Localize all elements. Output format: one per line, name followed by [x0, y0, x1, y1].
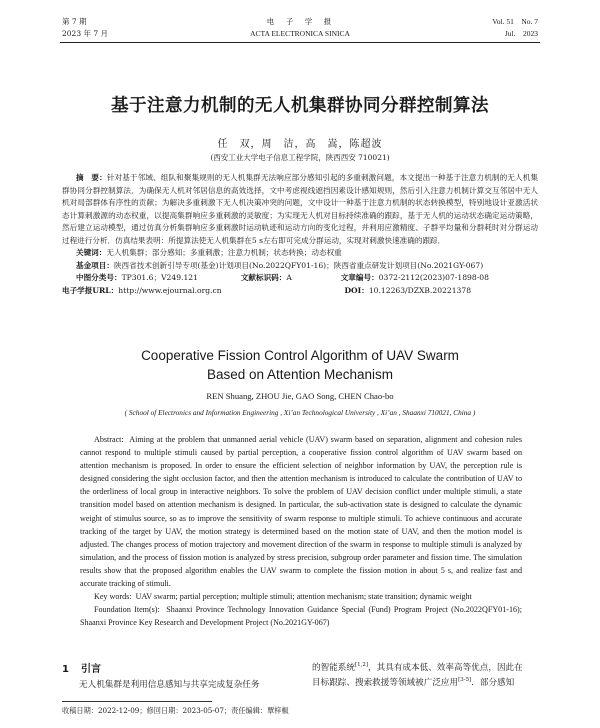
fund-en-text: Shaanxi Province Technology Innovation Guidance Special (Fund) Program Project (No.2022QFY01-16); Shaanxi Province Key Research and Development Project (No.2021GY-067) [80, 605, 522, 628]
header-journal-cn: 电 子 学 报 [266, 17, 334, 26]
doi[interactable]: 10.12263/DZXB.20221378 [368, 285, 472, 295]
authors-cn: 任 双，周 洁，高 嵩，陈超波 [217, 139, 383, 150]
header-volume: Vol. 51 No. 7 [492, 17, 538, 26]
keywords-en: Key words: UAV swarm; partial perception; multiple stimuli; attention mechanism; state transition; dynamic weight [94, 592, 472, 602]
section-heading-1: 1 引言 [62, 664, 101, 675]
paper-title-en [0, 346, 600, 384]
header-rule [60, 42, 540, 43]
article-number: 0372-2112(2023)07-1898-08 [378, 273, 489, 282]
meta-cn-row1: 中图分类号：TP301.6；V249.121 文献标识码：A 文章编号：0372-2112(2023)07-1898-08 [76, 273, 489, 282]
clc-number: TP301.6；V249.121 [121, 273, 198, 282]
abstract-cn-label: 摘 要： [76, 173, 107, 182]
doc-code: A [286, 273, 292, 282]
keywords-cn-text: 无人机集群；部分感知；多重刺激；注意力机制；状态转换；动态权重 [106, 248, 342, 257]
abstract-en [80, 433, 522, 629]
meta-cn-row2: 电子学报URL：http://www.ejournal.org.cn DOI：10.12263/DZXB.20221378 [62, 285, 472, 295]
header-issue: 第 7 期 [62, 17, 87, 26]
paper-title-en-line2: Based on Attention Mechanism [206, 367, 394, 382]
abstract-cn [62, 172, 538, 297]
keywords-en-text: UAV swarm; partial perception; multiple stimuli; attention mechanism; state transition; dynamic weight [135, 592, 472, 602]
paper-title-cn: 基于注意力机制的无人机集群协同分群控制算法 [111, 96, 489, 116]
affiliation-cn: (西安工业大学电子信息工程学院，陕西西安 710021) [210, 153, 390, 162]
affiliation-en: ( School of Electronics and Information Engineering , Xi’an Technological University , Xi’an , Shaanxi 710021, China ) [124, 408, 476, 417]
body-text-left: 无人机集群是利用信息感知与共享完成复杂任务 [79, 680, 260, 690]
fund-cn: 基金项目：陕西省技术创新引导专项(基金)计划项目(No.2022QFY01-16)；陕西省重点研发计划项目(No.2021GY-067) [76, 260, 484, 270]
header-date-cn: 2023 年 7 月 [62, 29, 109, 38]
header-date-en: Jul. 2023 [504, 29, 538, 38]
abstract-en-text: Aiming at the problem that unmanned aerial vehicle (UAV) swarm based on separation, alignment and cohesion rules cannot respond to multiple stimuli caused by partial perception, a cooperative fission control algorithm of UAV swarm based on attention mechanism is proposed. In order to ensure the efficient selection of neighbor information by UAV, the perception rule is designed considering the sight occlusion factor, and then the attention mechanism is introduced to calculate the contribution of UAV to the orderliness of local group in interactive neighbors. To solve the problem of UAV decision conflict under multiple stimuli, a state transition model based on attention mechanism is designed. In particular, the sub-activation state is designed to calculate the dynamic weight of stimulus source, so as to improve the sensitivity of swarm response to multiple stimuli. To achieve continuous and accurate tracking of the target by UAV, the motion strategy is determined based on the motion state of UAV, and then the motion model is adjusted. The changes process of motion trajectory and movement direction of the swarm in response to multiple stimuli is analyzed by simulation, and the process of fission motion is analyzed by stress precision, subgroup order parameter and fission time. The simulation results show that the proposed algorithm enables the UAV swarm to complete the fission motion in about 5 s, and realize fast and accurate tracking of stimuli. [80, 435, 522, 589]
footnote-rule [62, 701, 212, 702]
footnote-received: 收稿日期：2022-12-09；修回日期：2023-05-07；责任编辑：覃梓椒 [62, 706, 289, 715]
citation-3-5[interactable]: [3-5] [458, 677, 472, 684]
citation-1-2[interactable]: [1,2] [354, 662, 369, 669]
fund-cn-text: 陕西省技术创新引导专项(基金)计划项目(No.2022QFY01-16)；陕西省重点研发计划项目(No.2021GY-067) [113, 260, 484, 270]
abstract-en-label: Abstract: [94, 435, 124, 444]
authors-en: REN Shuang, ZHOU Jie, GAO Song, CHEN Chao-bo [206, 391, 394, 401]
keywords-cn: 关键词：无人机集群；部分感知；多重刺激；注意力机制；状态转换；动态权重 [76, 248, 342, 257]
header-journal-en: ACTA ELECTRONICA SINICA [250, 29, 350, 38]
abstract-cn-text: 针对基于邻域、组队和聚集规则的无人机集群无法响应部分感知引起的多重刺激问题，本文提出一种基于注意力机制的无人机集群协同分群控制算法．为确保无人机对邻居信息的高效选择，文中考虑视线遮挡因素设计感知规则，然后引入注意力机制计算交互邻居中无人机对局部群体有序性的贡献；为解决多重刺激下无人机决策冲突的问题，文中设计一种基于注意力机制的状态转换模型，特别地设计亚激活状态计算刺激源的动态权重，以提高集群响应多重刺激的灵敏度；为实现无人机对目标持续准确的跟踪，基于无人机的运动状态确定运动策略，然后建立运动模型，通过仿真分析集群响应多重刺激时运动轨迹和运动方向的变化过程，并利用应激精度、子群平均量和分群耗时对分群运动过程进行分析．仿真结果表明：所提算法使无人机集群在5 s左右即可完成分群运动，实现对刺激快速准确的跟踪． [62, 173, 538, 245]
body-text-right: 的智能系统[1,2]，其具有成本低、效率高等优点，因此在 目标跟踪、搜索救援等领域被广泛应用[3-5]．部分感知 [312, 662, 523, 688]
fund-en: Foundation Item(s): Shaanxi Province Technology Innovation Guidance Special (Fund) Program Project (No.2022QFY01-16); Shaanxi Province Key Research and Development Project (No.2021GY-067) [80, 605, 522, 628]
journal-url[interactable]: http://www.ejournal.org.cn [118, 285, 222, 295]
paper-title-en-line1: Cooperative Fission Control Algorithm of UAV Swarm [141, 348, 459, 363]
